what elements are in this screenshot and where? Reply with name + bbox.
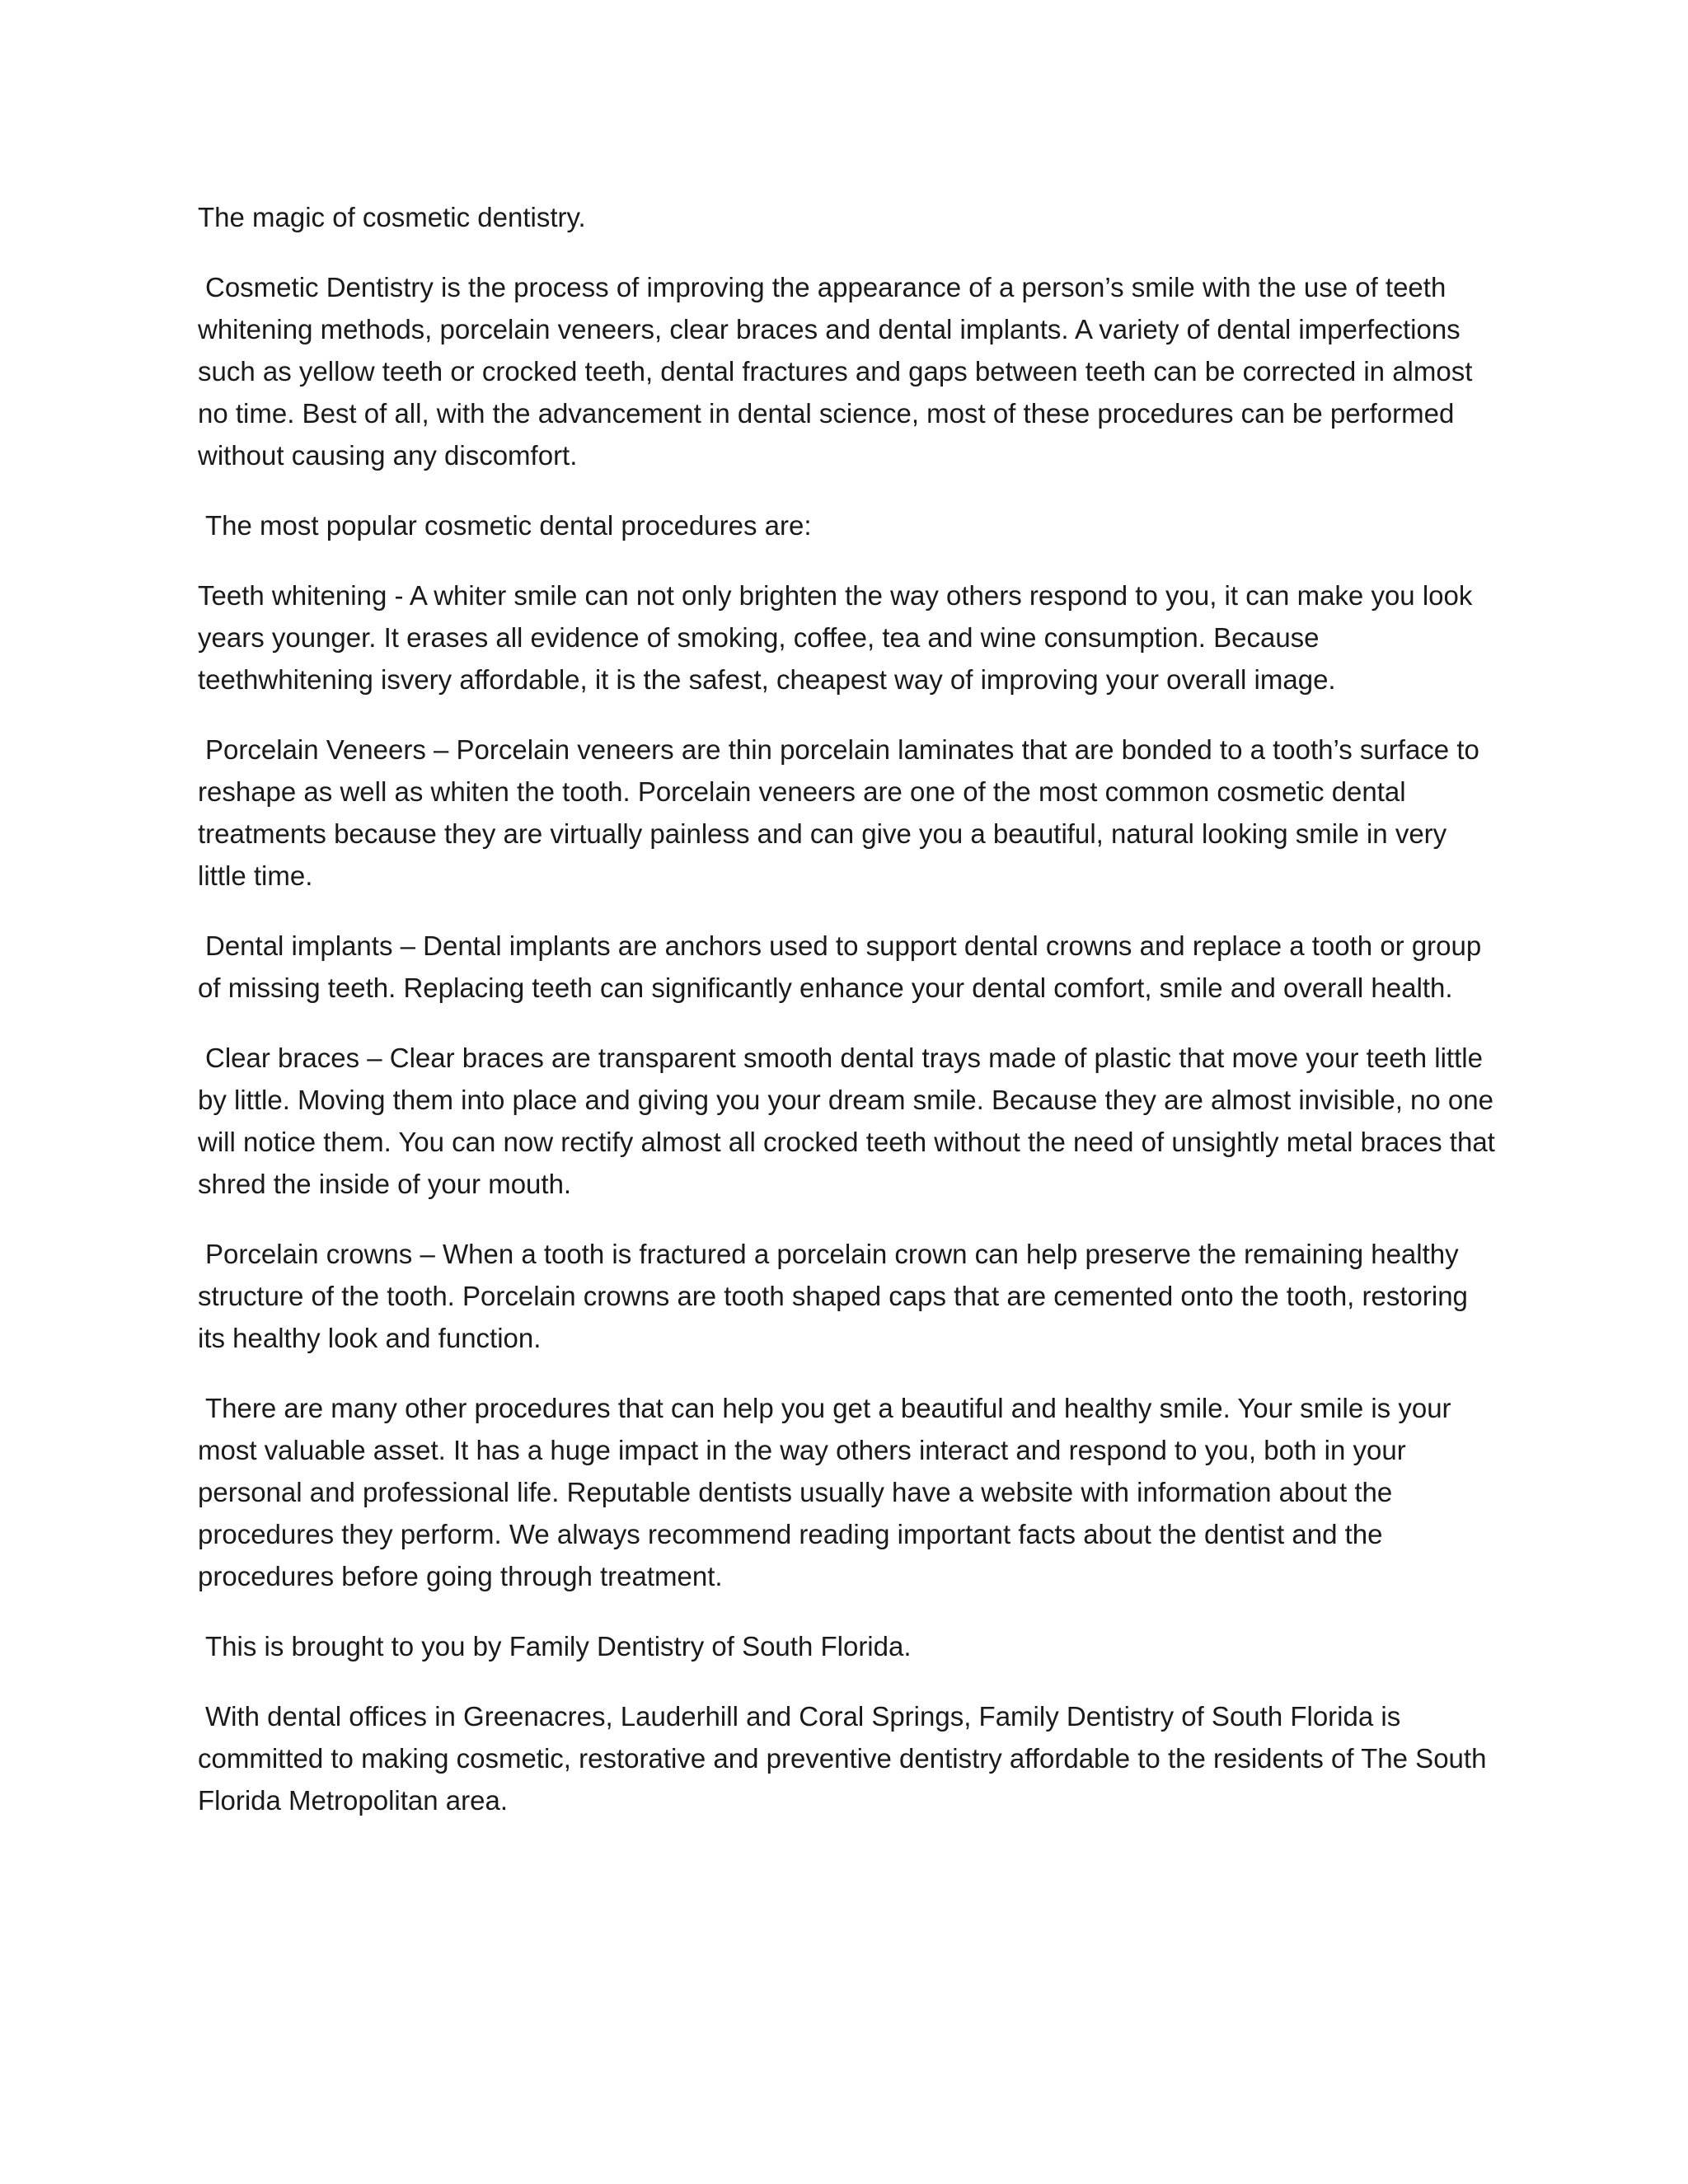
paragraph-procedures-heading: The most popular cosmetic dental procedures are:	[205, 510, 812, 541]
paragraph-dental-implants: Dental implants – Dental implants are anchors used to support dental crowns and replace a tooth or group of missing teeth. Replacing teeth can significantly enhance your dental comfort, smile and overall health.	[198, 930, 1482, 1003]
document-body	[198, 196, 1500, 1849]
paragraph-teeth-whitening: Teeth whitening - A whiter smile can not only brighten the way others respond to you, it can make you look years younger. It erases all evidence of smoking, coffee, tea and wine consumption. Because teethwhitening isvery affordable, it is the safest, cheapest way of improving your overall image.	[198, 580, 1473, 695]
paragraph-other-procedures: There are many other procedures that can help you get a beautiful and healthy smile. Your smile is your most valuable asset. It has a huge impact in the way others interact and respond to you, both in your personal and professional life. Reputable dentists usually have a website with information about the procedures they perform. We always recommend reading important facts about the dentist and the procedures before going through treatment.	[198, 1393, 1451, 1591]
paragraph-clear-braces: Clear braces – Clear braces are transparent smooth dental trays made of plastic that move your teeth little by little. Moving them into place and giving you your dream smile. Because they are almost invisible, no one will notice them. You can now rectify almost all crocked teeth without the need of unsightly metal braces that shred the inside of your mouth.	[198, 1043, 1495, 1199]
paragraph-porcelain-crowns: Porcelain crowns – When a tooth is fractured a porcelain crown can help preserve the remaining healthy structure of the tooth. Porcelain crowns are tooth shaped caps that are cemented onto the tooth, restoring its healthy look and function.	[198, 1239, 1468, 1353]
paragraph-porcelain-veneers: Porcelain Veneers – Porcelain veneers are thin porcelain laminates that are bonded to a tooth’s surface to reshape as well as whiten the tooth. Porcelain veneers are one of the most common cosmetic dental treatments because they are virtually painless and can give you a beautiful, natural looking smile in very little time.	[198, 734, 1479, 891]
paragraph-brought-by: This is brought to you by Family Dentistry of South Florida.	[205, 1631, 912, 1661]
document-title: The magic of cosmetic dentistry.	[198, 202, 586, 232]
paragraph-offices: With dental offices in Greenacres, Lauderhill and Coral Springs, Family Dentistry of South Florida is committed to making cosmetic, restorative and preventive dentistry affordable to the residents of The South Florida Metropolitan area.	[198, 1701, 1487, 1816]
paragraph-intro: Cosmetic Dentistry is the process of improving the appearance of a person’s smile with the use of teeth whitening methods, porcelain veneers, clear braces and dental implants. A variety of dental imperfections such as yellow teeth or crocked teeth, dental fractures and gaps between teeth can be corrected in almost no time. Best of all, with the advancement in dental science, most of these procedures can be performed without causing any discomfort.	[198, 272, 1473, 471]
